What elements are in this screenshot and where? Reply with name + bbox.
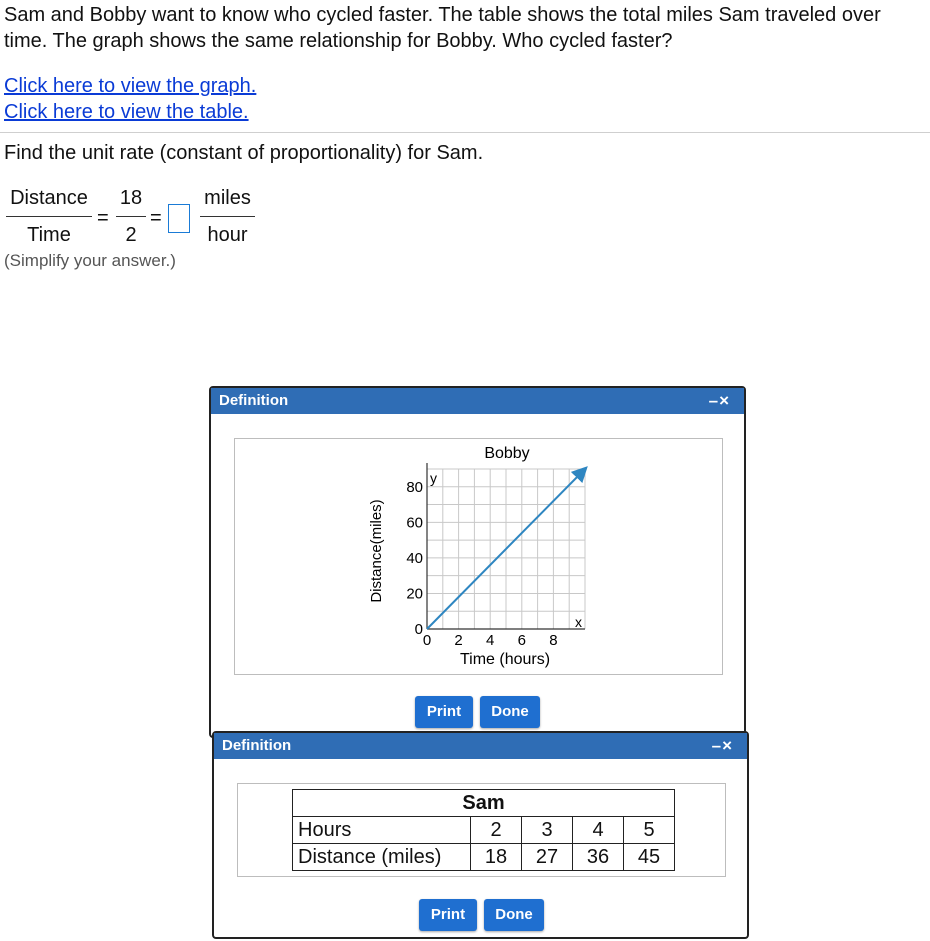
y-tick-label: 80 [406, 478, 423, 496]
fraction-numerator: miles [200, 186, 255, 217]
view-table-link[interactable]: Click here to view the table. [4, 101, 249, 123]
row-label: Hours [293, 817, 471, 844]
y-axis-label: Distance(miles) [368, 499, 385, 603]
minimize-close-icon[interactable]: –× [711, 736, 733, 755]
fraction-denominator: Time [27, 224, 71, 246]
y-tick-label: 0 [414, 621, 423, 638]
equals-sign: = [97, 207, 109, 229]
x-tick-label: 8 [549, 632, 558, 649]
minimize-close-icon[interactable]: –× [708, 391, 730, 410]
table-dialog [212, 731, 749, 939]
y-tick-label: 40 [406, 549, 423, 567]
question-text: Sam and Bobby want to know who cycled faster. The table shows the total miles Sam traveled over time. The graph shows the same relationship for Bobby. Who cycled faster? [4, 4, 881, 52]
table-cell: 45 [624, 844, 675, 871]
table-cell: 5 [624, 817, 675, 844]
x-axis-label: Time (hours) [459, 651, 551, 668]
bobby-graph [235, 439, 722, 674]
graph-panel [234, 438, 723, 675]
graph-dialog [209, 386, 746, 738]
fraction-denominator: 2 [125, 224, 137, 246]
print-button[interactable]: Print [415, 696, 473, 728]
distance-time-fraction [6, 186, 92, 247]
fraction-denominator: hour [207, 224, 248, 246]
view-graph-link[interactable]: Click here to view the graph. [4, 75, 257, 97]
table-caption-row [293, 790, 675, 817]
table-cell: 3 [522, 817, 573, 844]
prompt-text: Find the unit rate (constant of proportionality) for Sam. [4, 142, 484, 164]
equals-sign: = [150, 207, 162, 229]
x-tick-label: 2 [454, 632, 463, 649]
fraction-numerator: 18 [116, 186, 146, 217]
table-panel [237, 783, 726, 877]
print-button[interactable]: Print [419, 899, 477, 931]
x-tick-label: 6 [517, 632, 526, 649]
fraction-numerator: Distance [6, 186, 92, 217]
table-cell: 2 [471, 817, 522, 844]
table-cell: 4 [573, 817, 624, 844]
dialog-titlebar[interactable] [211, 388, 744, 414]
divider [0, 132, 930, 133]
dialog-title: Definition [219, 392, 289, 409]
row-label: Distance (miles) [293, 844, 471, 871]
table-cell: 18 [471, 844, 522, 871]
hint-text: (Simplify your answer.) [4, 251, 176, 270]
x-axis-letter: x [575, 614, 582, 630]
x-tick-label: 4 [486, 632, 495, 649]
chart-title: Bobby [484, 445, 530, 462]
unit-rate-answer-input[interactable] [168, 204, 190, 233]
unit-fraction [200, 186, 255, 247]
table-cell: 27 [522, 844, 573, 871]
table-cell: 36 [573, 844, 624, 871]
given-ratio-fraction [116, 186, 146, 247]
table-row [293, 844, 675, 871]
y-axis-letter: y [430, 470, 437, 486]
done-button[interactable]: Done [480, 696, 540, 728]
done-button[interactable]: Done [484, 899, 544, 931]
dialog-titlebar[interactable] [214, 733, 747, 759]
sam-table [292, 789, 675, 871]
y-tick-label: 20 [406, 585, 423, 603]
table-caption: Sam [293, 790, 675, 817]
table-row [293, 817, 675, 844]
dialog-title: Definition [222, 737, 292, 754]
x-tick-label: 0 [422, 632, 432, 649]
y-tick-label: 60 [406, 514, 423, 532]
